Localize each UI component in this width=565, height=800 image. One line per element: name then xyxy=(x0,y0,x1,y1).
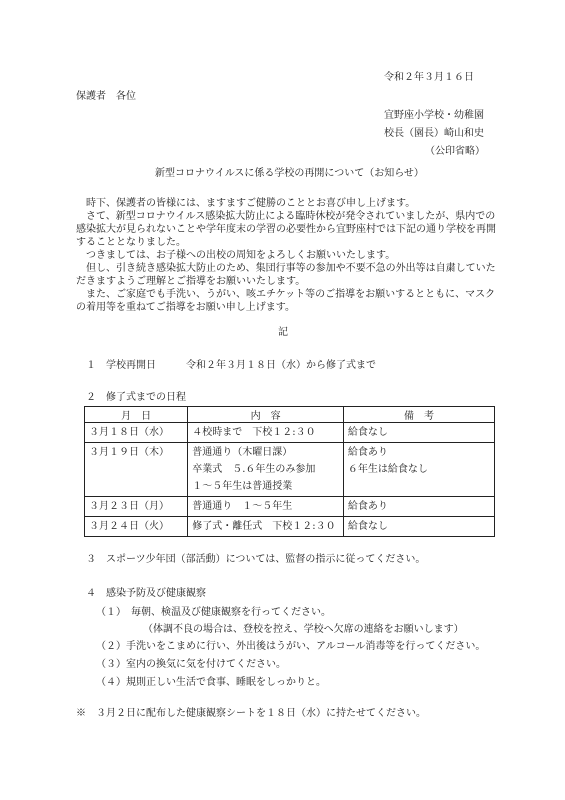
body-paragraphs xyxy=(76,197,496,314)
content-line: １～５年生は普通授業 xyxy=(192,481,293,492)
row-content xyxy=(188,443,344,497)
row-content xyxy=(188,423,344,443)
notes-line: ６年生は給食なし xyxy=(347,464,428,475)
section4-item: （４）規則正しい生活で食事、睡眠をしっかりと。 xyxy=(96,677,326,688)
notes-line: 給食あり xyxy=(347,501,388,512)
row-date: ３月２３日（月） xyxy=(85,497,188,517)
row-content xyxy=(188,497,344,517)
table-row xyxy=(85,443,495,497)
issue-date: 令和２年３月１６日 xyxy=(384,72,474,83)
table-row xyxy=(85,423,495,443)
row-notes xyxy=(343,443,494,497)
column-header-content: 内 容 xyxy=(188,407,344,423)
section4-item: （３）室内の換気に気を付けてください。 xyxy=(96,659,286,670)
row-date: ３月１８日（水） xyxy=(85,423,188,443)
column-header-date: 月 日 xyxy=(85,407,188,423)
sender-school: 宜野座小学校・幼稚園 xyxy=(384,110,484,121)
sender-principal: 校長（園長）崎山和史 xyxy=(384,128,484,139)
content-line: 修了式・離任式 下校１２:３０ xyxy=(192,521,336,532)
seal-note: （公印省略） xyxy=(425,146,485,157)
row-content xyxy=(188,517,344,537)
paragraph: 時下、保護者の皆様には、ますますご健勝のこととお喜び申し上げます。 xyxy=(86,198,416,209)
paragraph: 但し、引き続き感染拡大防止のため、集団行事等の参加や不要不急の外出等は自粛していただきますようご理解とご指導をお願いいたします。 xyxy=(76,263,496,287)
schedule-table xyxy=(84,406,495,537)
section3-text: ３ スポーツ少年団（部活動）については、監督の指示に従ってください。 xyxy=(86,554,426,565)
table-row xyxy=(85,497,495,517)
content-line: 普通通り １～５年生 xyxy=(192,501,293,512)
section4-item: （２）手洗いをこまめに行い、外出後はうがい、アルコール消毒等を行ってください。 xyxy=(96,641,486,652)
row-notes xyxy=(343,517,494,537)
section4-item: （１） 毎朝、検温及び健康観察を行ってください。 xyxy=(96,607,331,618)
content-line: 卒業式 ５.６年生のみ参加 xyxy=(192,464,316,475)
row-notes xyxy=(343,497,494,517)
ki-marker: 記 xyxy=(278,327,288,338)
content-line: 普通通り（木曜日課） xyxy=(192,447,293,458)
section1-heading: １ 学校再開日 xyxy=(86,360,156,371)
paragraph: つきましては、お子様への出校の周知をよろしくお願いいたします。 xyxy=(86,250,396,261)
paragraph: また、ご家庭でも手洗い、うがい、咳エチケット等のご指導をお願いするとともに、マスクの着用等を重ねてご指導をお願い申し上げます。 xyxy=(76,289,496,313)
document-title: 新型コロナウイルスに係る学校の再開について（お知らせ） xyxy=(155,168,424,179)
notes-line: 給食あり xyxy=(347,447,388,458)
column-header-notes: 備 考 xyxy=(343,407,494,423)
footnote: ※ ３月２日に配布した健康観察シートを１８日（水）に持たせてください。 xyxy=(76,708,426,719)
section2-heading: ２ 修了式までの日程 xyxy=(86,392,186,403)
notes-line: 給食なし xyxy=(347,427,388,438)
notes-line: 給食なし xyxy=(347,521,388,532)
row-date: ３月２４日（火） xyxy=(85,517,188,537)
paragraph: さて、新型コロナウイルス感染拡大防止による臨時休校が発令されていましたが、県内での感染拡大が見られないことや学年度末の学習の必要性から宜野座村では下記の通り学校を再開することとなりました。 xyxy=(76,211,496,248)
recipient: 保護者 各位 xyxy=(76,91,136,102)
table-row xyxy=(85,517,495,537)
row-date: ３月１９日（木） xyxy=(85,443,188,497)
section4-heading: ４ 感染予防及び健康観察 xyxy=(86,588,206,599)
section1-text: 令和２年３月１８日（水）から修了式まで xyxy=(186,360,376,371)
section4-item-note: （体調不良の場合は、登校を控え、学校へ欠席の連絡をお願いします） xyxy=(143,624,464,635)
table-header-row xyxy=(85,407,495,423)
row-notes xyxy=(343,423,494,443)
content-line: ４校時まで 下校１２:３０ xyxy=(192,427,316,438)
